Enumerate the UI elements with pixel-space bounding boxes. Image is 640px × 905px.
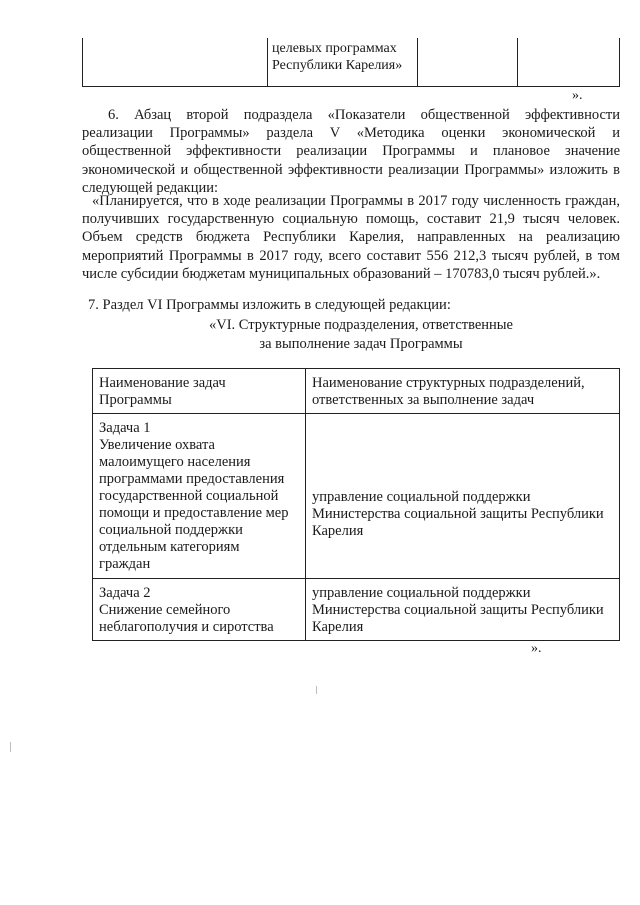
header-cell-departments: [306, 369, 620, 414]
responsible-text-line: Карелия: [312, 522, 364, 539]
task-text-line: Задача 2: [99, 585, 151, 601]
closing-quote: ».: [572, 88, 583, 103]
header-text-line: ответственных за выполнение задач: [312, 392, 535, 408]
responsible-text-line: управление социальной поддержки: [312, 585, 531, 601]
responsibility-table: [92, 368, 620, 641]
table-row: [93, 579, 620, 641]
header-text-line: Наименование структурных подразделений,: [312, 375, 585, 391]
paragraph-item-7: 7. Раздел VI Программы изложить в следующей редакции:: [88, 297, 451, 313]
header-text-line: Наименование задач: [99, 375, 226, 391]
table-cell: [83, 38, 268, 86]
scan-artifact: [10, 742, 11, 752]
table-row: [83, 38, 620, 86]
task-cell: [93, 579, 306, 641]
task-text-line: малоимущего населения: [99, 454, 251, 470]
responsible-text-line: Карелия: [312, 619, 364, 635]
table-row: [93, 414, 620, 579]
table-cell: [268, 38, 418, 86]
paragraph-quote: «Планируется, что в ходе реализации Программы в 2017 году численность граждан, получивших государственную социальную помощь, составит 21,9 тысяч человек. Объем средств бюджета Республики Карелия, направленных на реализацию мероприятий Программы в 2017 году, всего составит 556 212,3 тысяч рублей, в том числе субсидии бюджетам муниципальных образований – 170783,0 тысяч рублей.».: [82, 193, 620, 282]
task-text-line: отдельным категориям: [99, 539, 240, 555]
task-text-line: граждан: [99, 556, 151, 572]
task-cell: [93, 414, 306, 579]
responsible-cell: [306, 414, 620, 579]
task-text-line: Увеличение охвата: [99, 437, 215, 453]
section-heading: [82, 316, 620, 353]
responsible-text-line: Министерства социальной защиты Республики: [312, 505, 604, 522]
header-cell-tasks: [93, 369, 306, 414]
closing-quote: ».: [531, 641, 542, 656]
task-text-line: государственной социальной: [99, 488, 279, 504]
top-table-fragment: [82, 38, 620, 87]
scan-artifact: [316, 686, 317, 694]
task-text-line: неблагополучия и сиротства: [99, 619, 274, 635]
task-text-line: Снижение семейного: [99, 602, 231, 618]
section-heading-line-1: «VI. Структурные подразделения, ответственные: [209, 317, 513, 333]
header-text-line: Программы: [99, 392, 172, 408]
section-heading-line-2: за выполнение задач Программы: [259, 335, 463, 352]
paragraph-item-6: 6. Абзац второй подраздела «Показатели общественной эффективности реализации Программы» раздела V «Методика оценки экономической и общественной эффективности реализации Программы и плановое значение экономической и общественной эффективности реализации Программы» изложить в следующей редакции:: [82, 107, 620, 196]
table-header-row: [93, 369, 620, 414]
task-text-line: программами предоставления: [99, 471, 285, 487]
responsible-text-line: Министерства социальной защиты Республики: [312, 602, 604, 618]
task-text-line: социальной поддержки: [99, 522, 243, 538]
table-cell: [418, 38, 518, 86]
cell-text-line: целевых программах: [272, 41, 397, 56]
task-text-line: помощи и предоставление мер: [99, 505, 289, 521]
cell-text-line: Республики Карелия»: [272, 58, 403, 73]
task-text-line: Задача 1: [99, 420, 151, 436]
table-cell: [518, 38, 620, 86]
responsible-cell: [306, 579, 620, 641]
responsible-text-line: управление социальной поддержки: [312, 488, 531, 505]
